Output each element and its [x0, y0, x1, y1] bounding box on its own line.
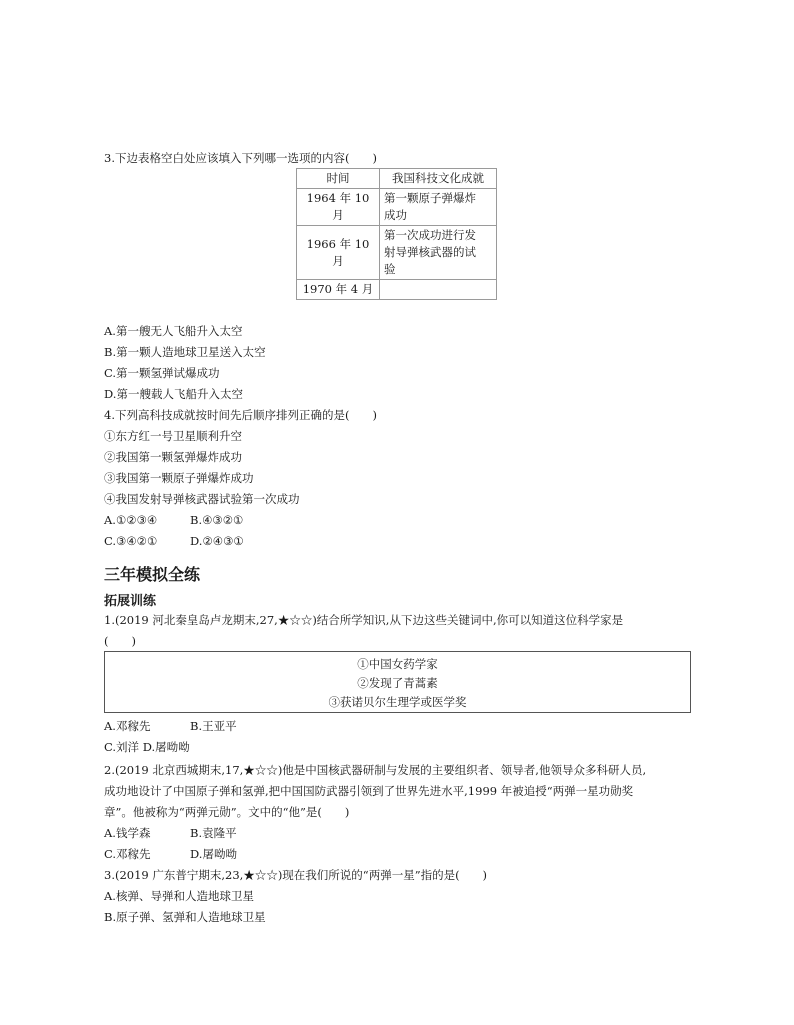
table-header-row	[297, 169, 497, 189]
question-3-stem: 3.下边表格空白处应该填入下列哪一选项的内容( )	[104, 151, 377, 165]
ext-question-2-line-2: 成功地设计了中国原子弹和氢弹,把中国国防武器引领到了世界先进水平,1999 年被追授“两弹一星功勋奖	[104, 784, 634, 798]
table-cell-time: 1966 年 10 月	[297, 226, 380, 280]
table-row	[297, 226, 497, 280]
e2-option-b: B.袁隆平	[190, 826, 237, 840]
history-table	[296, 168, 497, 300]
table-header-time: 时间	[297, 169, 380, 189]
cell-line: 验	[384, 262, 396, 276]
e1-option-a: A.邓稼先	[104, 719, 151, 733]
e3-option-a: A.核弹、导弹和人造地球卫星	[104, 889, 254, 903]
table-cell-event	[380, 226, 497, 280]
question-4-stem: 4.下列高科技成就按时间先后顺序排列正确的是( )	[104, 408, 377, 422]
e2-options-row-1	[104, 825, 237, 841]
e1-option-b: B.王亚平	[190, 719, 237, 733]
q4-item-4: ④我国发射导弹核武器试验第一次成功	[104, 492, 300, 506]
q4-option-a: A.①②③④	[104, 513, 158, 527]
subsection-title: 拓展训练	[104, 594, 157, 609]
ext-question-1-stem-cont: ( )	[104, 634, 136, 648]
table-header-achievement: 我国科技文化成就	[380, 169, 497, 189]
q4-item-3: ③我国第一颗原子弹爆炸成功	[104, 471, 254, 485]
table-cell-time: 1964 年 10 月	[297, 189, 380, 226]
q4-options-row-2	[104, 533, 244, 549]
q4-item-1: ①东方红一号卫星顺利升空	[104, 429, 242, 443]
table-cell-event	[380, 189, 497, 226]
q4-option-d: D.②④③①	[190, 534, 244, 548]
cell-line: 成功	[384, 208, 407, 222]
keyword-1: ①中国女药学家	[357, 657, 438, 671]
ext-question-2-line-1: 2.(2019 北京西城期末,17,★☆☆)他是中国核武器研制与发展的主要组织者、领导者,他领导众多科研人员,	[104, 763, 647, 777]
ext-question-2-line-3: 章”。他被称为“两弹元勋”。文中的“他”是( )	[104, 805, 350, 819]
table-row	[297, 189, 497, 226]
cell-line: 第一颗原子弹爆炸	[384, 191, 476, 205]
e2-option-c: C.邓稼先	[104, 847, 151, 861]
keyword-3: ③获诺贝尔生理学或医学奖	[328, 695, 467, 709]
section-title: 三年模拟全练	[104, 565, 201, 584]
table-cell-event-blank	[380, 280, 497, 300]
ext-question-1-stem: 1.(2019 河北秦皇岛卢龙期末,27,★☆☆)结合所学知识,从下边这些关键词中,你可以知道这位科学家是	[104, 613, 624, 627]
e2-options-row-2	[104, 846, 237, 862]
table-cell-time: 1970 年 4 月	[297, 280, 380, 300]
e2-option-d: D.屠呦呦	[190, 847, 237, 861]
e2-option-a: A.钱学森	[104, 826, 151, 840]
q3-option-b: B.第一颗人造地球卫星送入太空	[104, 345, 266, 359]
ext-question-3-stem: 3.(2019 广东普宁期末,23,★☆☆)现在我们所说的“两弹一星”指的是( )	[104, 868, 488, 882]
keyword-box	[104, 651, 691, 713]
e3-option-b: B.原子弹、氢弹和人造地球卫星	[104, 910, 266, 924]
q3-option-a: A.第一艘无人飞船升入太空	[104, 324, 243, 338]
q3-option-d: D.第一艘载人飞船升入太空	[104, 387, 243, 401]
q3-option-c: C.第一颗氢弹试爆成功	[104, 366, 220, 380]
cell-line: 射导弹核武器的试	[384, 245, 476, 259]
q4-option-c: C.③④②①	[104, 534, 158, 548]
keyword-2: ②发现了青蒿素	[357, 676, 438, 690]
cell-line: 第一次成功进行发	[384, 228, 476, 242]
q4-options-row-1	[104, 512, 243, 528]
e1-options-row-1	[104, 718, 237, 734]
q4-item-2: ②我国第一颗氢弹爆炸成功	[104, 450, 242, 464]
q4-option-b: B.④③②①	[190, 513, 244, 527]
table-row	[297, 280, 497, 300]
e1-options-row-2: C.刘洋 D.屠呦呦	[104, 740, 190, 754]
